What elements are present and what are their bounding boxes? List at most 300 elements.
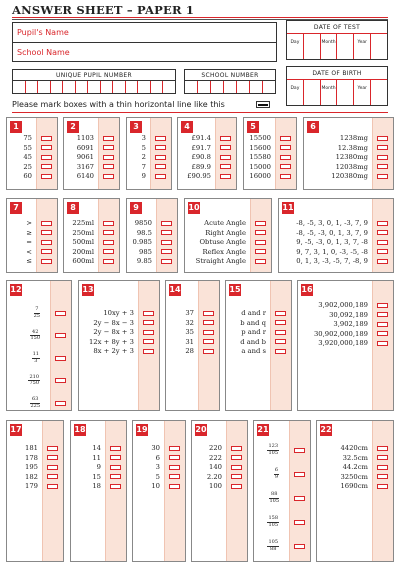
answer-option-text: 12380mg — [335, 153, 368, 161]
answer-option-text: 181 — [25, 444, 38, 452]
answer-checkbox[interactable] — [143, 330, 154, 335]
answer-checkbox[interactable] — [231, 446, 242, 451]
answer-option-text: 9, -5, -3, 0, 1, 3, 7, -8 — [296, 238, 368, 246]
answer-checkbox[interactable] — [377, 341, 388, 346]
answer-column — [372, 281, 393, 410]
answer-checkbox[interactable] — [377, 240, 388, 245]
unique-pupil-number-label: UNIQUE PUPIL NUMBER — [13, 70, 175, 81]
answer-option-text: 7 — [141, 162, 146, 171]
answer-checkbox[interactable] — [377, 221, 388, 226]
answer-option-text: 9 — [141, 172, 146, 180]
fraction-denominator: 88 — [270, 545, 277, 552]
test-year-field[interactable] — [354, 34, 371, 59]
answer-checkbox[interactable] — [220, 155, 231, 160]
answer-checkbox[interactable] — [103, 145, 114, 150]
answer-checkbox[interactable] — [255, 259, 266, 264]
answer-checkbox[interactable] — [155, 136, 166, 141]
birth-year-label: Year — [357, 86, 367, 91]
answer-option-text: 9, 7, 3, 1, 0, -3, -5, -8 — [296, 247, 368, 256]
answer-column — [105, 421, 126, 561]
question-number-badge: 7 — [10, 202, 22, 214]
answer-option-text: 30,092,189 — [329, 310, 368, 319]
test-month-field-2[interactable] — [337, 34, 354, 59]
test-day-field-2[interactable] — [304, 34, 321, 59]
answer-option-fraction — [274, 468, 279, 480]
upn-cell[interactable] — [126, 81, 139, 93]
answer-checkbox[interactable] — [47, 484, 58, 489]
question-panel-18 — [70, 420, 127, 562]
page-title: ANSWER SHEET – PAPER 1 — [12, 3, 195, 17]
upn-cell[interactable] — [63, 81, 76, 93]
test-day-field[interactable] — [287, 34, 304, 59]
answer-option-text: 31 — [185, 337, 194, 346]
answer-checkbox[interactable] — [161, 240, 172, 245]
question-panel-6 — [303, 117, 394, 190]
answer-checkbox[interactable] — [377, 455, 388, 460]
answer-checkbox[interactable] — [377, 446, 388, 451]
fraction-numerator: 6 — [274, 467, 278, 473]
answer-option-text: 6140 — [76, 172, 94, 180]
answer-checkbox[interactable] — [255, 230, 266, 235]
answer-option-text: 44.2cm — [342, 463, 368, 471]
answer-checkbox[interactable] — [103, 155, 114, 160]
birth-month-field[interactable] — [321, 80, 338, 105]
answer-checkbox[interactable] — [275, 330, 286, 335]
answer-checkbox[interactable] — [55, 356, 66, 361]
answer-option-text: 3,902,189 — [333, 320, 368, 328]
answer-option-text: 500ml — [72, 238, 94, 246]
answer-checkbox[interactable] — [41, 136, 52, 141]
answer-option-text: 32.5cm — [342, 453, 368, 462]
answer-checkbox[interactable] — [169, 474, 180, 479]
answer-option-text: £90.8 — [191, 153, 211, 161]
answer-column — [198, 281, 219, 410]
answer-option-text: Straight Angle — [195, 257, 246, 265]
upn-cell[interactable] — [151, 81, 164, 93]
birth-month-label: Month — [321, 86, 336, 91]
answer-checkbox[interactable] — [103, 249, 114, 254]
answer-option-text: 10 — [151, 482, 160, 490]
answer-option-text: -8, -5, 3, 0, 1, -3, 7, 9 — [296, 219, 368, 227]
birth-year-field-2[interactable] — [371, 80, 387, 105]
answer-checkbox[interactable] — [294, 472, 305, 477]
pupil-name-label: Pupil's Name — [17, 28, 69, 37]
fraction-numerator: 88 — [271, 491, 278, 497]
upn-cell[interactable] — [51, 81, 64, 93]
question-panel-3 — [126, 117, 172, 190]
answer-checkbox[interactable] — [377, 164, 388, 169]
answer-option-text: £89.9 — [191, 162, 211, 171]
upn-cell[interactable] — [26, 81, 39, 93]
answer-checkbox[interactable] — [169, 446, 180, 451]
answer-checkbox[interactable] — [110, 484, 121, 489]
question-number-badge: 10 — [188, 203, 200, 212]
school-number-cell[interactable] — [263, 81, 275, 93]
answer-checkbox[interactable] — [110, 455, 121, 460]
answer-option-text: 8x + 2y + 3 — [93, 347, 134, 355]
answer-option-text: 250ml — [72, 228, 94, 237]
answer-checkbox[interactable] — [280, 136, 291, 141]
fraction-numerator: 7 — [35, 306, 39, 312]
answer-checkbox[interactable] — [169, 455, 180, 460]
answer-checkbox[interactable] — [294, 544, 305, 549]
answer-checkbox[interactable] — [161, 221, 172, 226]
upn-cell[interactable] — [38, 81, 51, 93]
pupil-name-field[interactable] — [13, 23, 276, 43]
answer-option-fraction — [34, 307, 40, 319]
school-number-label: SCHOOL NUMBER — [185, 70, 275, 81]
school-number-cell[interactable] — [224, 81, 237, 93]
question-panel-16 — [297, 280, 394, 411]
answer-option-text: 9061 — [76, 153, 94, 161]
answer-option-text: 15000 — [249, 162, 271, 171]
fraction-numerator: 123 — [268, 443, 278, 449]
answer-option-text: 5 — [141, 143, 146, 152]
answer-checkbox[interactable] — [275, 311, 286, 316]
date-of-birth-label: DATE OF BIRTH — [287, 67, 387, 80]
answer-option-text: 0, 1, 3, -3, -5, 7, -8, 9 — [296, 257, 368, 265]
answer-option-text: 220 — [209, 444, 222, 452]
answer-option-text: £90.95 — [187, 172, 211, 180]
test-year-field-2[interactable] — [371, 34, 387, 59]
question-number-badge: 9 — [130, 202, 142, 214]
question-panel-8 — [63, 198, 120, 273]
answer-checkbox[interactable] — [110, 465, 121, 470]
answer-checkbox[interactable] — [255, 221, 266, 226]
answer-checkbox[interactable] — [143, 339, 154, 344]
answer-checkbox[interactable] — [55, 333, 66, 338]
answer-checkbox[interactable] — [377, 136, 388, 141]
answer-option-text: 2y − 8x − 3 — [93, 318, 134, 327]
answer-checkbox[interactable] — [47, 455, 58, 460]
answer-checkbox[interactable] — [47, 474, 58, 479]
answer-option-text: 25 — [23, 162, 32, 171]
answer-checkbox[interactable] — [203, 320, 214, 325]
answer-checkbox[interactable] — [41, 164, 52, 169]
answer-checkbox[interactable] — [161, 230, 172, 235]
fraction-denominator: 750 — [29, 380, 39, 386]
answer-checkbox[interactable] — [280, 174, 291, 179]
question-number-badge: 16 — [301, 285, 313, 294]
answer-option-text: 179 — [25, 482, 38, 490]
answer-option-text: 9850 — [134, 219, 152, 227]
answer-option-fraction — [269, 492, 279, 504]
answer-column — [42, 421, 63, 561]
answer-checkbox[interactable] — [377, 145, 388, 150]
answer-checkbox[interactable] — [103, 136, 114, 141]
question-panel-9 — [126, 198, 178, 273]
answer-option-text: 15 — [92, 472, 101, 481]
answer-checkbox[interactable] — [55, 401, 66, 406]
question-number-badge: 5 — [247, 121, 259, 133]
answer-checkbox[interactable] — [143, 320, 154, 325]
answer-checkbox[interactable] — [377, 474, 388, 479]
answer-option-text: 3,920,000,189 — [318, 339, 368, 347]
date-of-test-box — [286, 20, 388, 60]
answer-checkbox[interactable] — [155, 155, 166, 160]
test-month-label: Month — [321, 40, 336, 45]
answer-checkbox[interactable] — [143, 311, 154, 316]
question-panel-14 — [165, 280, 220, 411]
fraction-denominator: 225 — [30, 402, 40, 409]
answer-column — [289, 421, 310, 561]
answer-checkbox[interactable] — [377, 259, 388, 264]
birth-month-field-2[interactable] — [337, 80, 354, 105]
answer-column — [164, 421, 185, 561]
answer-checkbox[interactable] — [41, 230, 52, 235]
answer-checkbox[interactable] — [161, 249, 172, 254]
upn-cell[interactable] — [13, 81, 26, 93]
answer-checkbox[interactable] — [47, 446, 58, 451]
answer-checkbox[interactable] — [41, 145, 52, 150]
answer-checkbox[interactable] — [169, 465, 180, 470]
answer-checkbox[interactable] — [377, 303, 388, 308]
question-panel-1 — [6, 117, 58, 190]
question-number-badge: 4 — [181, 121, 193, 133]
answer-option-text: 30 — [151, 444, 160, 452]
answer-checkbox[interactable] — [377, 465, 388, 470]
upn-cell[interactable] — [76, 81, 89, 93]
answer-checkbox[interactable] — [41, 259, 52, 264]
fraction-denominator: 3 — [34, 357, 38, 364]
answer-checkbox[interactable] — [103, 259, 114, 264]
answer-checkbox[interactable] — [55, 311, 66, 316]
answer-option-text: Obtuse Angle — [199, 238, 246, 246]
school-number-cell[interactable] — [250, 81, 263, 93]
answer-option-text: Acute Angle — [204, 219, 246, 227]
question-number-badge: 18 — [74, 425, 86, 434]
answer-option-text: 12038mg — [335, 162, 368, 171]
answer-option-text: 2y − 8x + 3 — [93, 328, 134, 336]
fraction-denominator: 105 — [269, 497, 279, 504]
question-number-badge: 6 — [307, 121, 319, 133]
answer-option-text: d and r — [241, 309, 266, 317]
title-rule — [12, 17, 388, 18]
answer-checkbox[interactable] — [47, 465, 58, 470]
answer-option-text: 15600 — [249, 143, 271, 152]
answer-checkbox[interactable] — [377, 312, 388, 317]
answer-option-text: = — [26, 238, 32, 246]
instruction-rule — [12, 112, 388, 113]
answer-checkbox[interactable] — [41, 221, 52, 226]
answer-checkbox[interactable] — [231, 484, 242, 489]
answer-option-text: 75 — [23, 134, 32, 142]
answer-checkbox[interactable] — [169, 484, 180, 489]
answer-checkbox[interactable] — [275, 339, 286, 344]
answer-checkbox[interactable] — [231, 474, 242, 479]
answer-checkbox[interactable] — [220, 136, 231, 141]
answer-checkbox[interactable] — [231, 465, 242, 470]
answer-checkbox[interactable] — [103, 221, 114, 226]
birth-day-field[interactable] — [287, 80, 304, 105]
birth-year-field[interactable] — [354, 80, 371, 105]
answer-option-text: 3 — [155, 463, 160, 471]
answer-checkbox[interactable] — [41, 155, 52, 160]
answer-checkbox[interactable] — [103, 174, 114, 179]
answer-option-fraction — [267, 444, 279, 456]
answer-column — [270, 281, 291, 410]
answer-checkbox[interactable] — [294, 496, 305, 501]
answer-option-fraction — [30, 330, 40, 342]
question-number-badge: 13 — [82, 285, 94, 294]
question-number-badge: 8 — [67, 202, 79, 214]
answer-checkbox[interactable] — [161, 259, 172, 264]
answer-option-text: 15580 — [249, 153, 271, 161]
answer-option-text: 200ml — [72, 247, 94, 256]
answer-option-text: 32 — [185, 318, 194, 327]
answer-checkbox[interactable] — [143, 349, 154, 354]
answer-checkbox[interactable] — [220, 164, 231, 169]
answer-option-text: £91.4 — [191, 134, 211, 142]
answer-column — [372, 421, 393, 561]
answer-checkbox[interactable] — [220, 174, 231, 179]
answer-checkbox[interactable] — [377, 155, 388, 160]
question-panel-22 — [316, 420, 394, 562]
example-marked-box — [256, 101, 270, 108]
question-number-badge: 11 — [282, 203, 294, 212]
answer-checkbox[interactable] — [220, 145, 231, 150]
date-of-birth-box — [286, 66, 388, 106]
answer-option-text: 12.38mg — [337, 143, 368, 152]
answer-option-text: 28 — [185, 347, 194, 355]
question-panel-20 — [191, 420, 248, 562]
answer-checkbox[interactable] — [294, 448, 305, 453]
answer-option-text: p and r — [241, 328, 266, 336]
answer-checkbox[interactable] — [103, 240, 114, 245]
answer-option-text: 12x + 8y + 3 — [88, 337, 134, 346]
question-number-badge: 14 — [169, 285, 181, 294]
answer-option-text: 3167 — [76, 162, 94, 171]
fraction-denominator: 150 — [30, 335, 40, 341]
answer-column — [226, 421, 247, 561]
answer-option-text: 1103 — [76, 134, 94, 142]
answer-checkbox[interactable] — [110, 446, 121, 451]
school-name-field[interactable] — [13, 43, 276, 63]
answer-checkbox[interactable] — [275, 349, 286, 354]
answer-checkbox[interactable] — [280, 155, 291, 160]
answer-checkbox[interactable] — [41, 240, 52, 245]
answer-checkbox[interactable] — [377, 249, 388, 254]
answer-checkbox[interactable] — [377, 331, 388, 336]
answer-option-text: < — [26, 247, 32, 256]
answer-checkbox[interactable] — [377, 322, 388, 327]
answer-checkbox[interactable] — [203, 349, 214, 354]
answer-option-text: 3250cm — [340, 472, 368, 481]
answer-option-text: 225ml — [72, 219, 94, 227]
answer-checkbox[interactable] — [103, 230, 114, 235]
answer-checkbox[interactable] — [155, 174, 166, 179]
marking-instruction: Please mark boxes with a thin horizontal line like this — [12, 100, 225, 109]
answer-option-text: 120380mg — [331, 172, 368, 180]
answer-option-text: 11 — [92, 453, 101, 462]
answer-checkbox[interactable] — [377, 174, 388, 179]
answer-option-text: Right Angle — [205, 228, 246, 237]
question-number-badge: 17 — [10, 425, 22, 434]
answer-checkbox[interactable] — [377, 484, 388, 489]
answer-option-text: ≤ — [26, 257, 32, 265]
answer-column — [50, 281, 71, 410]
answer-option-text: a and s — [241, 347, 266, 355]
answer-checkbox[interactable] — [255, 249, 266, 254]
answer-checkbox[interactable] — [103, 164, 114, 169]
answer-option-text: 2.20 — [206, 472, 222, 481]
answer-checkbox[interactable] — [203, 311, 214, 316]
answer-option-text: > — [26, 219, 32, 227]
answer-checkbox[interactable] — [280, 164, 291, 169]
answer-option-text: 14 — [92, 444, 101, 452]
birth-day-field-2[interactable] — [304, 80, 321, 105]
answer-option-text: 1690cm — [340, 482, 368, 490]
question-number-badge: 19 — [136, 425, 148, 434]
answer-option-text: 16000 — [249, 172, 271, 180]
upn-cell[interactable] — [113, 81, 126, 93]
answer-option-text: 3,902,000,189 — [318, 301, 368, 309]
school-number-cell[interactable] — [211, 81, 224, 93]
answer-checkbox[interactable] — [203, 330, 214, 335]
answer-option-text: 15500 — [249, 134, 271, 142]
answer-checkbox[interactable] — [155, 145, 166, 150]
question-panel-12 — [6, 280, 72, 411]
answer-option-text: 98.5 — [136, 228, 152, 237]
school-number-cell[interactable] — [237, 81, 250, 93]
school-number-cell[interactable] — [185, 81, 198, 93]
answer-option-text: 60 — [23, 172, 32, 180]
answer-checkbox[interactable] — [377, 230, 388, 235]
answer-option-text: 195 — [25, 463, 38, 471]
answer-checkbox[interactable] — [294, 520, 305, 525]
name-fields-box — [12, 22, 277, 62]
school-number-cell[interactable] — [198, 81, 211, 93]
answer-checkbox[interactable] — [280, 145, 291, 150]
upn-cell[interactable] — [163, 81, 175, 93]
school-number-box — [184, 69, 276, 94]
question-panel-19 — [132, 420, 186, 562]
answer-checkbox[interactable] — [231, 455, 242, 460]
answer-checkbox[interactable] — [41, 249, 52, 254]
answer-column — [138, 281, 159, 410]
answer-checkbox[interactable] — [110, 474, 121, 479]
answer-option-text: 600ml — [72, 257, 94, 265]
answer-checkbox[interactable] — [155, 164, 166, 169]
question-panel-2 — [63, 117, 120, 190]
question-panel-21 — [253, 420, 311, 562]
fraction-denominator: 9 — [274, 473, 278, 480]
question-panel-15 — [225, 280, 292, 411]
answer-checkbox[interactable] — [41, 174, 52, 179]
answer-checkbox[interactable] — [55, 378, 66, 383]
test-year-label: Year — [357, 40, 367, 45]
upn-cell[interactable] — [88, 81, 101, 93]
answer-option-text: b and q — [240, 318, 266, 327]
question-panel-7 — [6, 198, 58, 273]
upn-cell[interactable] — [138, 81, 151, 93]
question-number-badge: 22 — [320, 425, 332, 434]
answer-option-text: 6091 — [76, 143, 94, 152]
question-panel-13 — [78, 280, 160, 411]
answer-option-text: 5 — [155, 472, 160, 481]
test-month-field[interactable] — [321, 34, 338, 59]
question-panel-11 — [278, 198, 394, 273]
fraction-denominator: 25 — [33, 312, 40, 319]
answer-checkbox[interactable] — [255, 240, 266, 245]
question-panel-17 — [6, 420, 64, 562]
upn-cell[interactable] — [101, 81, 114, 93]
fraction-numerator: 105 — [268, 539, 278, 545]
answer-checkbox[interactable] — [275, 320, 286, 325]
answer-option-text: 10xy + 3 — [103, 309, 134, 317]
answer-option-text: 6 — [155, 453, 160, 462]
answer-checkbox[interactable] — [203, 339, 214, 344]
